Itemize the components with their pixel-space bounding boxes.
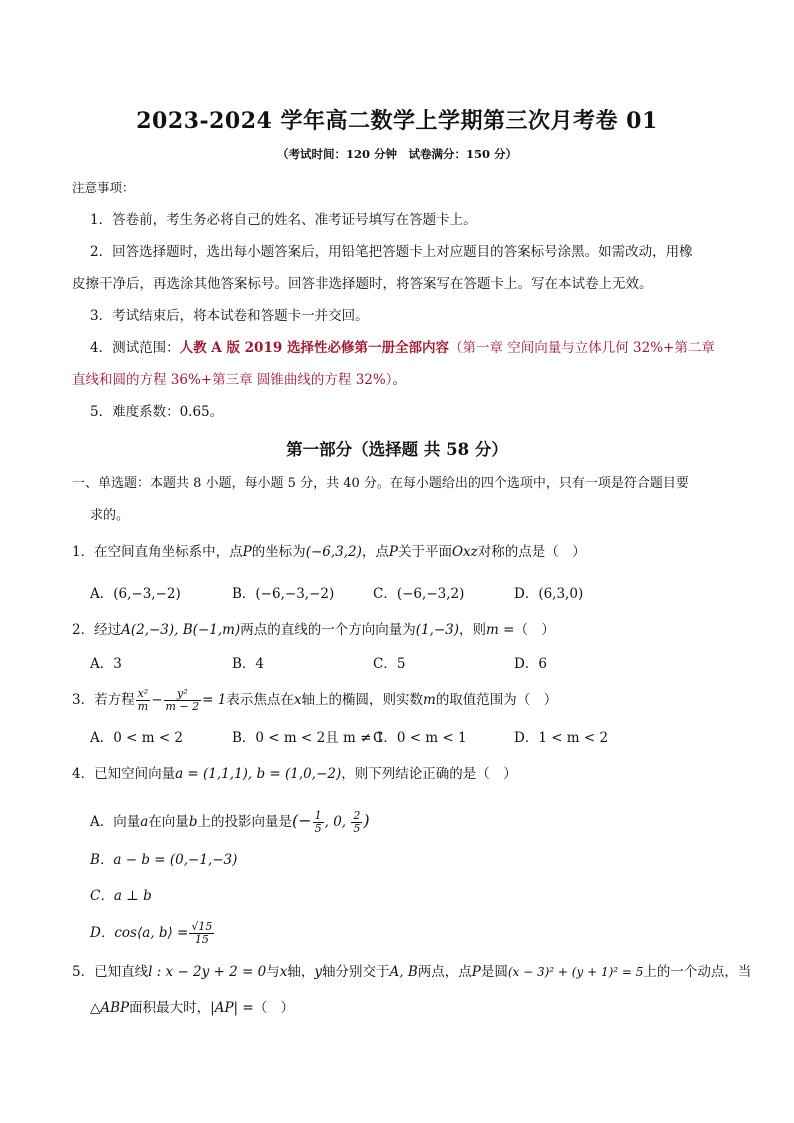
q4-a-mid: , 0,	[324, 814, 351, 830]
q3-text-d: 的取值范围为（ ）	[435, 692, 558, 708]
q3-option-b: B．0 < m < 2且 m ≠ 1	[232, 730, 385, 746]
q3-frac-y-den: m − 2	[165, 700, 200, 713]
note-3: 3．考试结束后，将本试卷和答题卡一并交回。	[90, 308, 369, 324]
note-4-end: 。	[392, 372, 406, 388]
q4-a-text-c: 上的投影向量是	[197, 814, 292, 830]
q2-vector: (1,−3)	[415, 622, 460, 638]
q2-option-c: C．5	[373, 656, 406, 672]
note-4-prefix: 4．测试范围：	[90, 340, 180, 356]
q5-text-d: 轴分别交于	[322, 964, 390, 980]
note-5: 5．难度系数：0.65。	[90, 404, 224, 420]
q4-option-d	[90, 918, 215, 948]
question-1-stem	[72, 542, 586, 562]
section-single-choice: 一、单选题：本题共 8 小题，每小题 5 分，共 40 分。在每小题给出的四个选项中，只有一项是符合题目要	[72, 476, 689, 491]
note-4-rest1: （第一章 空间向量与立体几何 32%+第二章	[448, 340, 715, 356]
q4-a-frac1-den: 5	[314, 822, 322, 835]
q5-text-g: 上的一个动点，当	[643, 964, 752, 980]
q2-points: A(2,−3), B(−1,m)	[121, 622, 241, 638]
q2-text-c: ，则	[459, 622, 487, 638]
q5-text-e: 两点，点	[417, 964, 472, 980]
q3-frac-x-num: x²	[137, 687, 149, 700]
q4-a-frac1	[313, 810, 324, 835]
q4-option-b: B．a − b = (0,−1,−3)	[90, 852, 238, 868]
part1-title: 第一部分（选择题 共 58 分）	[286, 440, 508, 459]
q1-option-a: A．(6,−3,−2)	[90, 586, 181, 602]
question-4-stem	[72, 764, 517, 784]
q2-option-b: B．4	[232, 656, 265, 672]
q3-option-d: D．1 < m < 2	[514, 730, 609, 746]
q4-a-open: (−	[291, 811, 312, 830]
q1-coord: (−6,3,2)	[305, 544, 362, 560]
q4-d-frac	[189, 921, 214, 946]
q3-option-c: C．0 < m < 1	[373, 730, 467, 746]
q1-text-d: 关于平面	[397, 544, 452, 560]
q3-m: m	[423, 692, 436, 708]
q5-text-h: 面积最大时，	[129, 1000, 211, 1016]
q5-text-c: 轴，	[287, 964, 315, 980]
q4-d-frac-den: 15	[194, 933, 209, 946]
q4-text-a: 4．已知空间向量	[72, 766, 176, 782]
q3-frac-y	[164, 688, 202, 713]
q2-text-d: （ ）	[514, 622, 555, 638]
q3-option-a: A．0 < m < 2	[90, 730, 184, 746]
q5-circle: (x − 3)² + (y + 1)² = 5	[507, 965, 644, 979]
q4-a-text-a: A．向量	[90, 814, 141, 830]
q2-text-a: 2．经过	[72, 622, 122, 638]
notes-heading: 注意事项：	[72, 180, 135, 195]
note-2b: 皮擦干净后，再选涂其他答案标号。回答非选择题时，将答案写在答题卡上。写在本试卷上无效。	[72, 276, 653, 292]
q1-text-e: 对称的点是（ ）	[477, 544, 586, 560]
note-4-cont	[72, 370, 406, 390]
note-4	[90, 338, 715, 358]
exam-title: 2023-2024 学年高二数学上学期第三次月考卷 01	[136, 108, 658, 134]
q4-a-frac1-num: 1	[314, 809, 322, 822]
q4-option-a	[90, 806, 370, 837]
q4-a-frac2-num: 2	[353, 809, 361, 822]
q4-d-text: D．cos⟨a, b⟩ =	[90, 925, 189, 941]
q3-frac-x-den: m	[137, 700, 149, 713]
q3-eq: = 1	[202, 692, 227, 708]
q5-ab: A, B	[389, 964, 418, 980]
question-5-stem	[72, 962, 751, 982]
q4-option-c: C．a ⊥ b	[90, 888, 152, 904]
question-2-stem	[72, 620, 555, 640]
q3-frac-y-num: y²	[164, 688, 202, 701]
q3-x: x	[293, 692, 302, 708]
q3-text-a: 3．若方程	[72, 692, 135, 708]
note-4-rest2: 直线和圆的方程 36%+第三章 圆锥曲线的方程 32%）	[72, 372, 393, 388]
q4-d-frac-num: √15	[191, 920, 213, 933]
q1-point-p2: P	[388, 544, 398, 560]
q5-text-i: （ ）	[253, 1000, 295, 1016]
q1-option-d: D．(6,3,0)	[514, 586, 584, 602]
q1-text-b: 的坐标为	[251, 544, 306, 560]
q2-text-b: 两点的直线的一个方向向量为	[240, 622, 416, 638]
q2-m: m =	[486, 622, 515, 638]
q4-a-vec-b: b	[188, 814, 198, 830]
q4-a-frac2-den: 5	[353, 822, 361, 835]
q1-option-b: B．(−6,−3,−2)	[232, 586, 335, 602]
q1-point-p: P	[242, 544, 252, 560]
q5-ap: |AP| =	[210, 1000, 254, 1016]
q5-x: x	[279, 964, 288, 980]
q4-a-close: )	[363, 811, 370, 830]
q3-minus: −	[151, 692, 163, 708]
q4-vectors: a = (1,1,1), b = (1,0,−2)	[175, 766, 342, 782]
q5-y: y	[314, 964, 322, 980]
q5-triangle: △ABP	[90, 1000, 130, 1016]
q3-text-c: 轴上的椭圆，则实数	[301, 692, 423, 708]
q5-text-b: 与	[266, 964, 280, 980]
q4-a-frac2	[351, 810, 362, 835]
question-3-stem	[72, 686, 557, 714]
q2-option-d: D．6	[514, 656, 547, 672]
section-single-choice-cont: 求的。	[90, 508, 130, 523]
q1-option-c: C．(−6,−3,2)	[373, 586, 465, 602]
q2-option-a: A．3	[90, 656, 122, 672]
q1-text-c: ，点	[361, 544, 389, 560]
q5-p: P	[471, 964, 481, 980]
exam-subtitle: （考试时间：120 分钟 试卷满分：150 分）	[276, 147, 517, 161]
note-1: 1．答卷前，考生务必将自己的姓名、准考证号填写在答题卡上。	[90, 212, 477, 228]
question-5-stem-cont	[90, 998, 294, 1018]
q5-text-a: 5．已知直线	[72, 964, 149, 980]
q5-text-f: 是圆	[480, 964, 508, 980]
q4-a-vec-a: a	[140, 814, 149, 830]
q3-text-b: 表示焦点在	[226, 692, 294, 708]
note-2a: 2．回答选择题时，选出每小题答案后，用铅笔把答题卡上对应题目的答案标号涂黑。如需改动，用橡	[90, 244, 693, 260]
q4-a-text-b: 在向量	[148, 814, 189, 830]
q4-text-b: ，则下列结论正确的是（ ）	[341, 766, 517, 782]
q3-frac-x	[136, 688, 151, 713]
note-4-scope: 人教 A 版 2019 选择性必修第一册全部内容	[179, 340, 449, 356]
q1-plane: Oxz	[451, 544, 478, 560]
q1-text-a: 1．在空间直角坐标系中，点	[72, 544, 243, 560]
q5-line: l : x − 2y + 2 = 0	[148, 964, 267, 980]
